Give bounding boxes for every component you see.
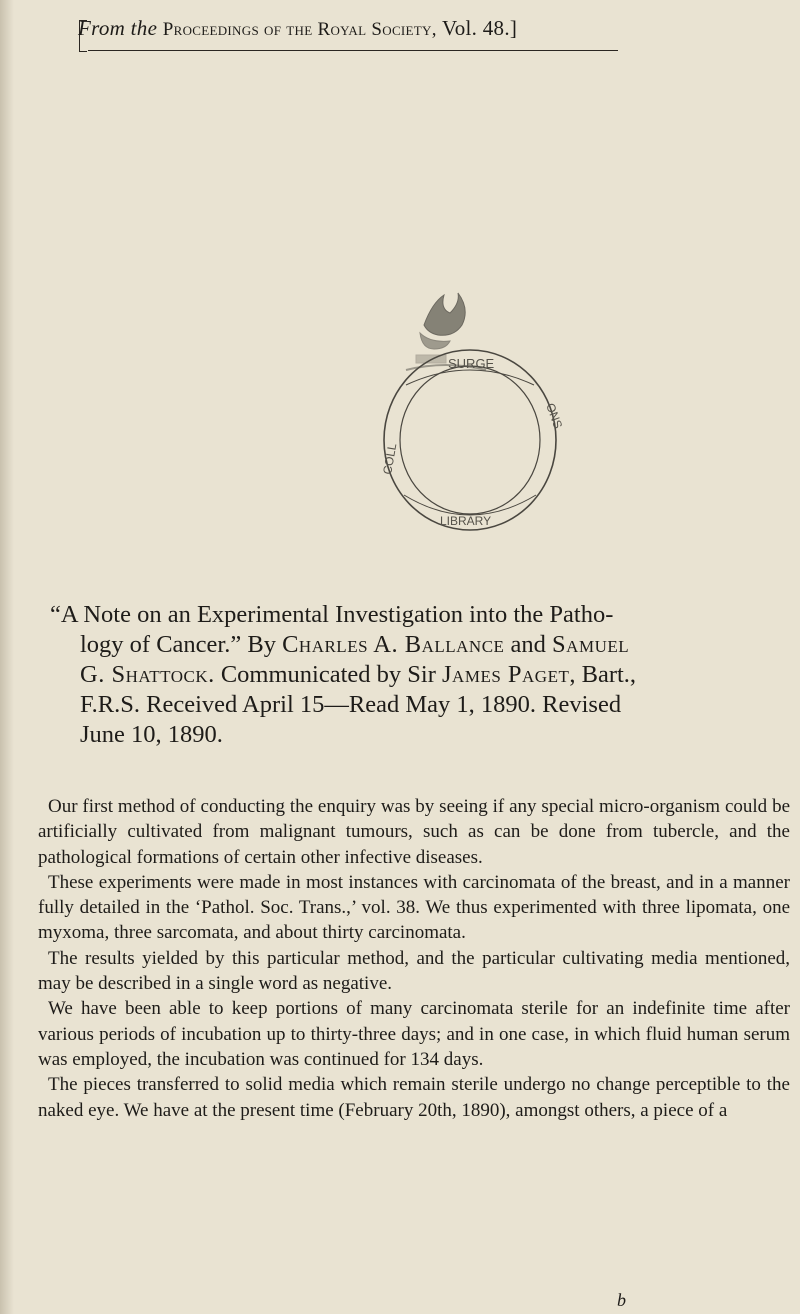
paragraph-4: We have been able to keep portions of many carcinomata sterile for an indefinite time after various periods of incubation up to thirty-three days; and in one case, in which fluid human serum was employed, the incubation was continued for 134 days. [38,998,790,1070]
article-body [38,794,790,1123]
header-proceedings: Proceedings of the Royal Society, [162,19,437,40]
author-ballance: Charles A. Ballance [282,631,505,658]
paragraph-1: Our first method of conducting the enquiry was by seeing if any special micro-organism could be artificially cultivated from malignant tumours, such as can be done from tubercle, and the pathological formations of certain other infective diseases. [38,796,790,868]
article-title [34,600,794,750]
paragraph-3: The results yielded by this particular method, and the particular cultivating media mentioned, may be described in a single word as negative. [38,947,790,995]
paragraph-2: These experiments were made in most instances with carcinomata of the breast, and in a manner fully detailed in the ‘Pathol. Soc. Trans.,’ vol. 38. We thus experimented with three lipomata, one myxoma, three sarcomata, and about thirty carcinomata. [38,871,790,944]
title-open-quote: “ [50,601,61,628]
communicator-title: , Bart., [569,661,637,688]
running-header [78,16,638,41]
author-shattock-first: Samuel [552,631,630,658]
stamp-side-text: ONS [543,401,566,431]
author-shattock-rest: G. Shattock. [80,661,215,688]
header-rule [88,50,618,51]
page-edge-shadow [0,0,14,1314]
communicated-by: Communicated by Sir [214,661,443,688]
header-bracket-close: ] [509,16,518,40]
title-and: and [504,631,553,658]
header-from: From the [78,16,158,40]
stamp-left-text: COLL [380,442,400,476]
revised-date: June 10, 1890. [80,721,223,748]
header-volume: Vol. 48. [441,16,510,40]
communicator-paget: James Paget [442,661,570,688]
paragraph-5: The pieces transferred to solid media which remain sterile undergo no change perceptible to the naked eye. We have at the present time (February 20th, 1890), amongst others, a piece of a [38,1074,790,1121]
received-read-dates: F.R.S. Received April 15—Read May 1, 1890. Revised [80,691,622,718]
library-stamp [366,255,606,585]
stamp-top-text: SURGE [448,356,495,371]
title-line-2: logy of Cancer.” By [80,631,283,658]
title-line-1: A Note on an Experimental Investigation into the Patho- [60,601,614,628]
signature-mark: b [617,1290,626,1310]
stamp-seal-icon [384,350,556,530]
stamp-bottom-text: LIBRARY [440,514,492,528]
article-title-block [34,600,794,750]
